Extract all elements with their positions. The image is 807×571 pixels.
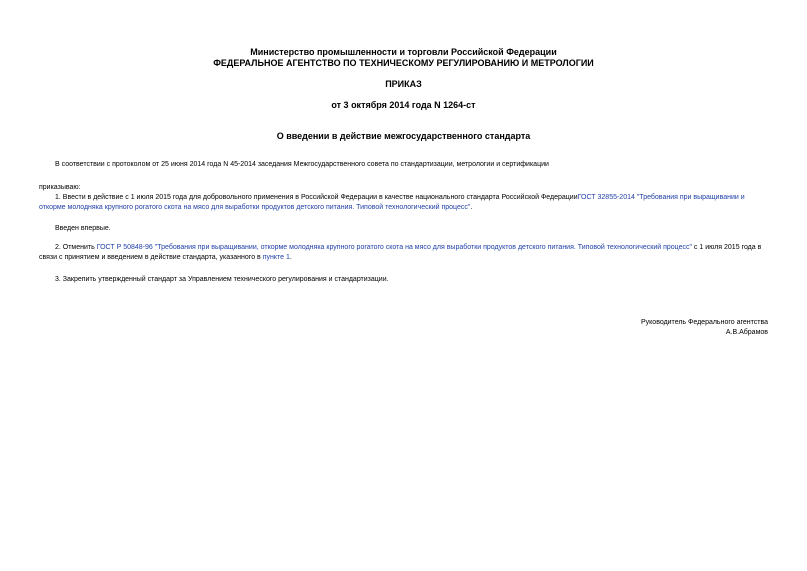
signatory-position: Руководитель Федерального агентства — [640, 319, 768, 326]
agency-heading: ФЕДЕРАЛЬНОЕ АГЕНТСТВО ПО ТЕХНИЧЕСКОМУ РЕГУЛИРОВАНИЮ И МЕТРОЛОГИИ — [213, 58, 594, 68]
ministry-heading: Министерство промышленности и торговли Российской Федерации — [250, 47, 557, 57]
preamble-paragraph: В соответствии с протоколом от 25 июня 2014 года N 45-2014 заседания Межгосударственного совета по стандартизации, метрологии и сертификации — [55, 161, 549, 168]
item-2-mid: с 1 июля 2015 года в связи с принятием и введением в действие стандарта, указанного в — [39, 244, 762, 261]
document-type: ПРИКАЗ — [385, 79, 422, 89]
signatory-name: А.В.Абрамов — [725, 329, 768, 336]
document-subject: О введении в действие межгосударственного стандарта — [276, 131, 531, 141]
item-3-paragraph: 3. Закрепить утвержденный стандарт за Управлением технического регулирования и стандартизации. — [55, 276, 389, 283]
gost-r-50848-link[interactable]: ГОСТ Р 50848-96 "Требования при выращивании, откорме молодняка крупного рогатого скота на мясо для выработки продуктов детского питания. Типовой технологический процесс" — [96, 244, 692, 251]
item-1-text: 1. Ввести в действие с 1 июля 2015 года для добровольного применения в Российской Федерации в качестве национального стандарта Российской Федерации — [55, 194, 578, 201]
introduced-first-note: Введен впервые. — [55, 225, 111, 232]
item-2-end: . — [289, 254, 292, 261]
item-1-paragraph — [39, 193, 771, 213]
document-date-number: от 3 октября 2014 года N 1264-ст — [331, 100, 476, 110]
order-word: приказываю: — [39, 184, 81, 191]
item-2-text: 2. Отменить — [55, 244, 97, 251]
item-1-end: . — [470, 204, 473, 211]
item-2-paragraph — [39, 243, 771, 263]
point-1-link[interactable]: пункте 1 — [262, 254, 290, 261]
gost-32855-link[interactable]: ГОСТ 32855-2014 "Требования при выращивании и откорме молодняка крупного рогатого скота на мясо для выработки продуктов детского питания. Типовой технологический процесс" — [39, 194, 745, 211]
